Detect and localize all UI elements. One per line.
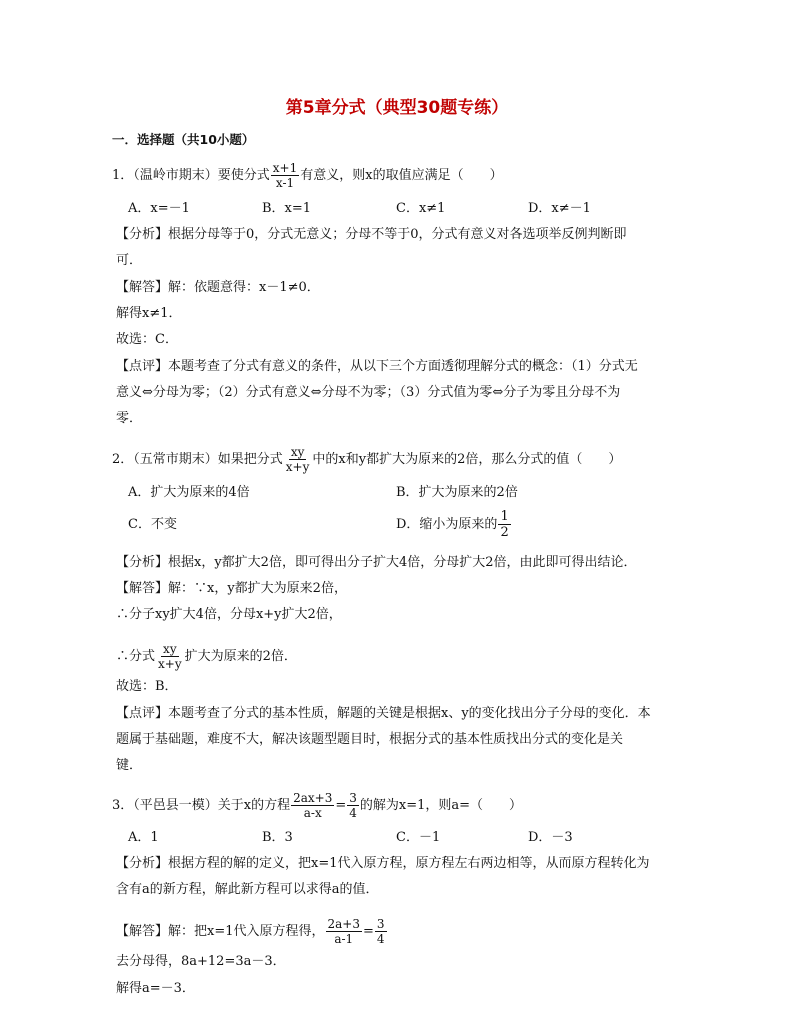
q3-option-a: A．1 bbox=[128, 830, 159, 845]
q1-choice: 故选：C． bbox=[116, 332, 178, 347]
q1-comment-end: 零． bbox=[116, 411, 143, 426]
q2-comment: 【点评】本题考查了分式的基本性质，解题的关键是根据x、y的变化找出分子分母的变化．本 bbox=[116, 706, 651, 721]
q2-option-a: A．扩大为原来的4倍 bbox=[128, 485, 250, 500]
fraction: $\frac{3}{4}$ bbox=[349, 791, 357, 820]
q1-analysis-cont: 可． bbox=[116, 253, 143, 268]
q1-option-c: C．x≠1 bbox=[396, 201, 446, 216]
q1-analysis: 【分析】根据分母等于0，分式无意义；分母不等于0，分式有意义对各选项举反例判断即 bbox=[116, 227, 627, 242]
page-title: 第5章分式（典型30题专练） bbox=[285, 98, 509, 118]
fraction: $\frac{1}{2}$ bbox=[500, 509, 509, 540]
q3-answer: 【解答】解：把x=1代入原方程得， $\frac{2a+3}{a-1}$ = $\frac{3}{4}$ bbox=[116, 917, 385, 946]
q3-analysis-cont: 含有a的新方程，解此新方程可以求得a的值． bbox=[116, 882, 379, 897]
q2-analysis: 【分析】根据x，y都扩大2倍，即可得出分子扩大4倍，分母扩大2倍，由此即可得出结论． bbox=[116, 555, 637, 570]
q2-comment-end: 键． bbox=[116, 758, 143, 773]
q2-option-c: C．不变 bbox=[128, 517, 177, 532]
q1-answer: 【解答】解：依题意得：x－1≠0． bbox=[116, 280, 320, 295]
q2-comment-cont: 题属于基础题，难度不大，解决该题型题目时，根据分式的基本性质找出分式的变化是关 bbox=[116, 732, 624, 747]
q1-comment-cont: 意义⇔分母为零；（2）分式有意义⇔分母不为零；（3）分式值为零⇔分子为零且分母不为 bbox=[116, 385, 621, 400]
q2-step-1: ∴分子xy扩大4倍，分母x+y扩大2倍， bbox=[116, 607, 342, 622]
q1-solve: 解得x≠1． bbox=[116, 306, 182, 321]
fraction: $\frac{2ax+3}{a-x}$ bbox=[293, 791, 333, 820]
fraction: $\frac{xy}{x+y}$ bbox=[158, 642, 182, 671]
fraction: $\frac{2a+3}{a-1}$ bbox=[327, 917, 360, 946]
q2-option-d: D．缩小为原来的 $\frac{1}{2}$ bbox=[396, 509, 509, 540]
q3-option-b: B．3 bbox=[262, 830, 293, 845]
q1-option-b: B．x=1 bbox=[262, 201, 312, 216]
q1-option-d: D．x≠－1 bbox=[528, 201, 591, 216]
q2-option-b: B．扩大为原来的2倍 bbox=[396, 485, 518, 500]
question-1-stem: 1．（温岭市期末）要使分式 $\frac{x+1}{x-1}$ 有意义，则x的取值应满足（ ） bbox=[112, 161, 503, 190]
q2-choice: 故选：B． bbox=[116, 679, 178, 694]
question-2-stem: 2．（五常市期末）如果把分式 $\frac{xy}{x+y}$ 中的x和y都扩大为原来的2倍，那么分式的值（ ） bbox=[112, 445, 622, 474]
q3-option-d: D．－3 bbox=[528, 830, 573, 845]
fraction: $\frac{xy}{x+y}$ bbox=[285, 445, 310, 474]
q3-step-1: 去分母得，8a+12=3a－3． bbox=[116, 954, 286, 969]
q1-comment: 【点评】本题考查了分式有意义的条件，从以下三个方面透彻理解分式的概念：（1）分式无 bbox=[116, 359, 638, 374]
q2-answer: 【解答】解：∵x，y都扩大为原来2倍， bbox=[116, 581, 347, 596]
fraction: $\frac{x+1}{x-1}$ bbox=[272, 161, 298, 190]
q3-analysis: 【分析】根据方程的解的定义，把x=1代入原方程，原方程左右两边相等，从而原方程转化为 bbox=[116, 856, 650, 871]
q3-option-c: C．－1 bbox=[396, 830, 441, 845]
q1-option-a: A．x=－1 bbox=[128, 201, 190, 216]
fraction: $\frac{3}{4}$ bbox=[376, 917, 385, 946]
q2-step-2: ∴分式 $\frac{xy}{x+y}$ 扩大为原来的2倍． bbox=[116, 642, 297, 671]
question-3-stem: 3．（平邑县一模）关于x的方程 $\frac{2ax+3}{a-x}$ = $\frac{3}{4}$ 的解为x=1，则a=（ ） bbox=[112, 791, 523, 820]
section-heading: 一．选择题（共10小题） bbox=[112, 132, 255, 147]
q3-step-2: 解得a=－3． bbox=[116, 981, 195, 996]
